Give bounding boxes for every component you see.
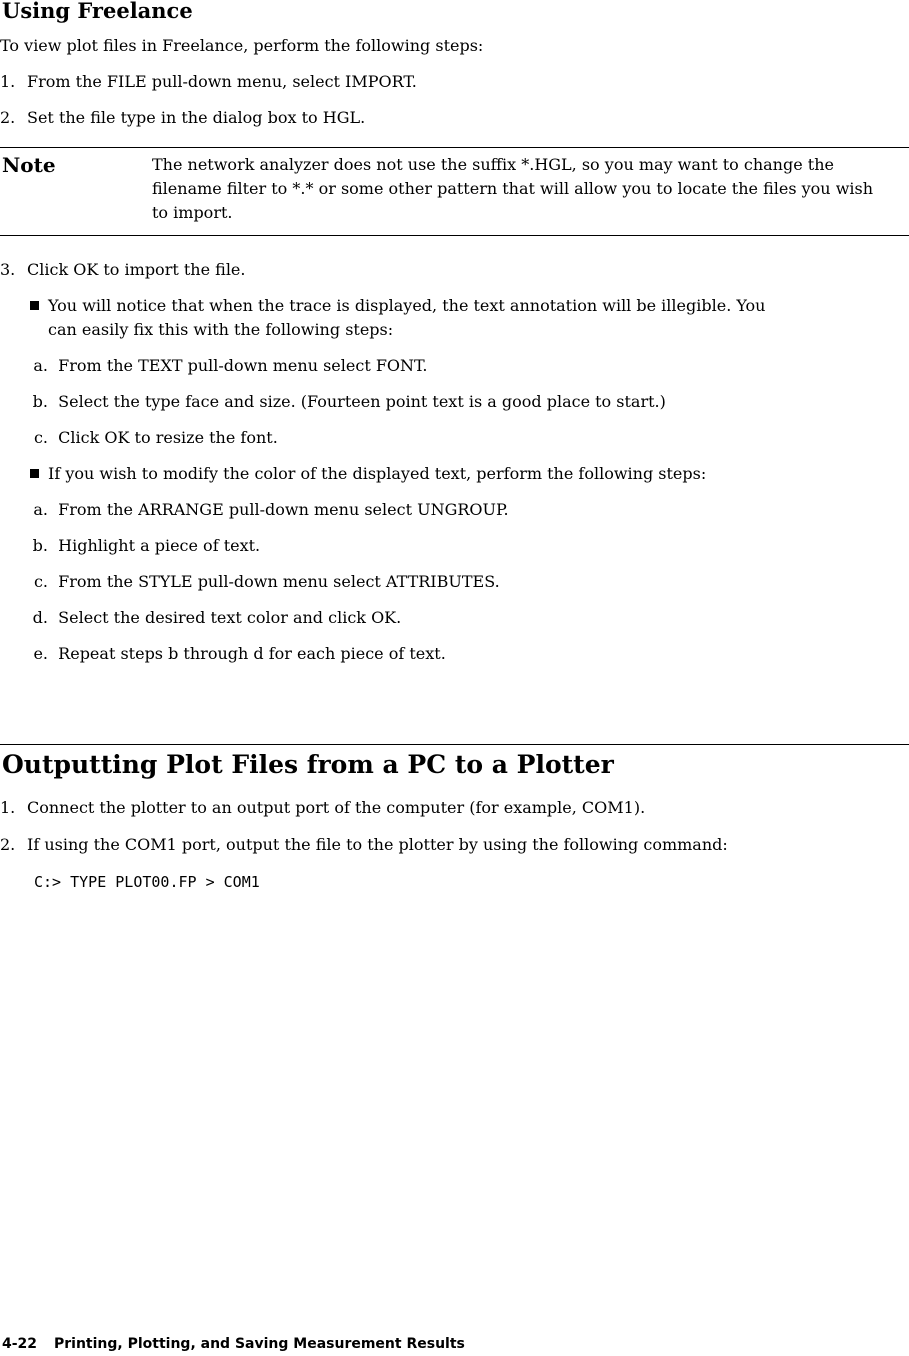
substep-text: From the ARRANGE pull-down menu select UNGROUP. [58, 500, 509, 519]
step-number: 3. [0, 260, 16, 279]
note-label: Note [2, 153, 56, 177]
step-number: 1. [0, 72, 16, 91]
step-1 [0, 798, 645, 817]
chapter-title: Printing, Plotting, and Saving Measurement Results [54, 1336, 465, 1352]
substep [20, 500, 509, 519]
substep [20, 356, 427, 375]
substep-letter: d. [32, 608, 48, 627]
substep [20, 644, 446, 663]
step-number: 1. [0, 798, 16, 817]
step-number: 2. [0, 835, 16, 854]
note-text: The network analyzer does not use the suffix *.HGL, so you may want to change the filename filter to *.* or some other pattern that will allow you to locate the files you wish to import. [152, 155, 874, 222]
substep-letter: b. [32, 392, 48, 411]
step-text: Click OK to import the file. [27, 260, 246, 279]
step-number: 2. [0, 108, 16, 127]
section-2-top-rule [0, 744, 909, 745]
bullet-1-line-1: You will notice that when the trace is displayed, the text annotation will be illegible. You [48, 296, 766, 315]
command-line: C:> TYPE PLOT00.FP > COM1 [34, 873, 260, 891]
substep-text: From the TEXT pull-down menu select FONT. [58, 356, 428, 375]
substep-letter: c. [33, 572, 48, 591]
bullet-2-line-1: If you wish to modify the color of the displayed text, perform the following steps: [48, 464, 707, 483]
step-3 [0, 260, 245, 279]
bullet-marker [30, 469, 39, 478]
substep-letter: c. [33, 428, 48, 447]
step-text: Connect the plotter to an output port of the computer (for example, COM1). [27, 798, 646, 817]
intro-text: To view plot files in Freelance, perform the following steps: [0, 36, 484, 55]
substep-text: Repeat steps b through d for each piece of text. [58, 644, 446, 663]
substep-letter: e. [33, 644, 48, 663]
bullet-1-line-2: can easily fix this with the following steps: [48, 320, 394, 339]
substep [20, 572, 500, 591]
substep-letter: b. [32, 536, 48, 555]
substep-text: From the STYLE pull-down menu select ATTRIBUTES. [58, 572, 500, 591]
section-title-outputting-plot-files: Outputting Plot Files from a PC to a Plotter [2, 750, 614, 779]
substep-letter: a. [33, 500, 48, 519]
substep-text: Select the type face and size. (Fourteen point text is a good place to start.) [58, 392, 666, 411]
substep-text: Highlight a piece of text. [58, 536, 261, 555]
step-text: From the FILE pull-down menu, select IMPORT. [27, 72, 417, 91]
section-title-using-freelance: Using Freelance [2, 0, 193, 23]
step-1 [0, 72, 417, 91]
step-2 [0, 108, 365, 127]
bullet-marker [30, 301, 39, 310]
substep-text: Click OK to resize the font. [58, 428, 278, 447]
note-top-rule [0, 147, 909, 148]
substep [20, 428, 278, 447]
note-bottom-rule [0, 235, 909, 236]
step-2 [0, 835, 728, 854]
substep-letter: a. [33, 356, 48, 375]
page-number: 4-22 [2, 1336, 38, 1352]
substep [20, 608, 401, 627]
substep [20, 536, 260, 555]
substep-text: Select the desired text color and click OK. [58, 608, 402, 627]
substep [20, 392, 666, 411]
step-text: Set the file type in the dialog box to HGL. [27, 108, 366, 127]
step-text: If using the COM1 port, output the file to the plotter by using the following command: [27, 835, 728, 854]
